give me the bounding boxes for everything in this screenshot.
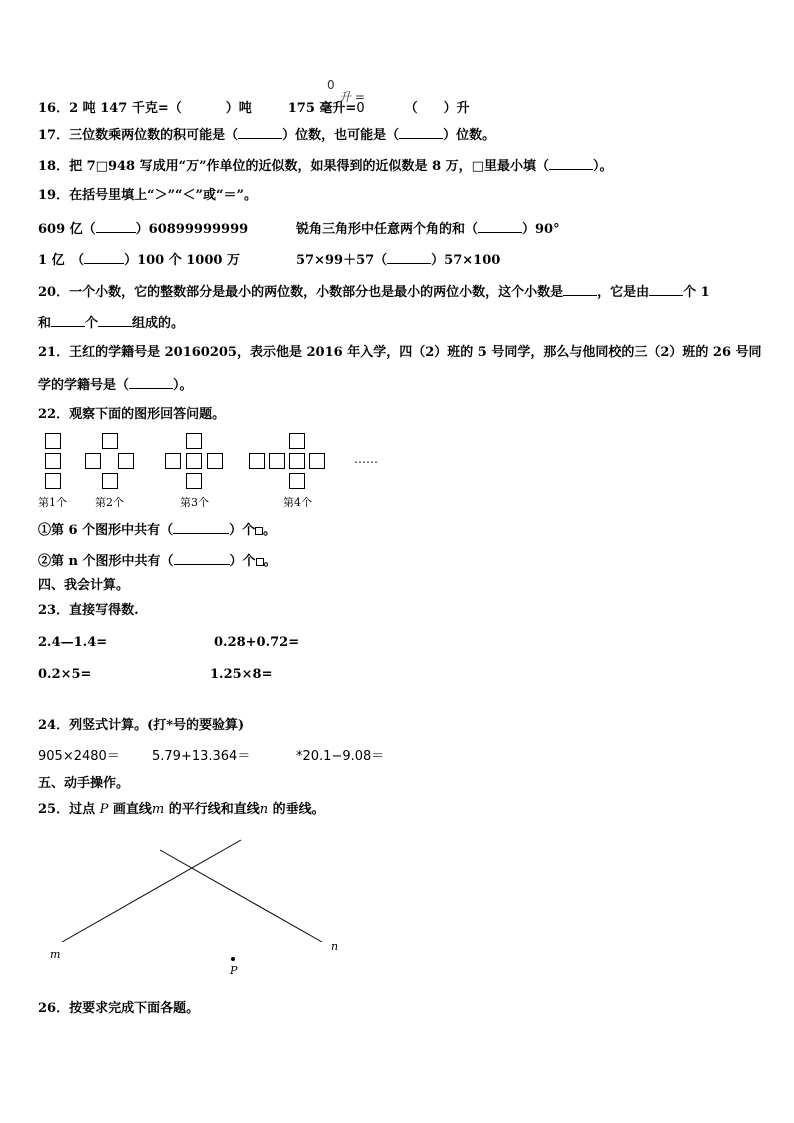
question-17: 17．三位数乘两位数的积可能是（ ）位数，也可能是（ ）位数。 (38, 128, 496, 143)
q19-row1-left: 609 亿（ ）60899999999 (38, 222, 249, 237)
ellipsis: …… (354, 452, 378, 466)
question-23-title: 23．直接写得数. (38, 603, 139, 618)
question-21-line1: 21．王红的学籍号是 20160205，表示他是 2016 年入学，四（2）班的 5 号同学，那么与他同校的三（2）班的 26 号同 (38, 345, 762, 360)
question-20-line2: 和 个 组成的。 (38, 316, 185, 331)
vertical-calc-1: 905×2480＝ (38, 749, 120, 764)
label-n: n (331, 940, 339, 953)
caption-figure-2: 第2个 (95, 496, 124, 509)
question-22-part2: ②第 n 个图形中共有（ ）个 。 (38, 554, 277, 569)
question-21-line2: 学的学籍号是（ ）。 (38, 378, 193, 393)
question-16: 16．2 吨 147 千克=（ ）吨 175 毫升=0 （ ）升 (38, 101, 470, 116)
line-n[interactable] (160, 850, 322, 942)
question-18: 18．把 7□948 写成用“万”作单位的近似数，如果得到的近似数是 8 万，□里最小填（ ）。 (38, 159, 613, 174)
calc-1: 2.4—1.4= (38, 635, 108, 650)
fraction-top: 0 (327, 78, 335, 92)
question-20-line1: 20．一个小数，它的整数部分是最小的两位数，小数部分也是最小的两位小数，这个小数是 ，它是由 个 1 (38, 285, 710, 300)
q19-row1-right: 锐角三角形中任意两个角的和（ ）90° (296, 222, 560, 237)
label-p: P (230, 964, 238, 977)
q19-row2-left: 1 亿 （ ）100 个 1000 万 (38, 253, 240, 268)
vertical-calc-3: *20.1−9.08＝ (296, 749, 385, 764)
question-19-title: 19．在括号里填上“＞”“＜”或“＝”。 (38, 188, 257, 203)
fraction-label: 升 = (339, 90, 365, 104)
calc-2: 0.28+0.72= (214, 635, 300, 650)
point-p[interactable] (231, 957, 235, 961)
line-m[interactable] (62, 840, 241, 942)
caption-figure-1: 第1个 (38, 496, 67, 509)
calc-4: 1.25×8= (210, 667, 273, 682)
fraction-bottom: 0 (356, 101, 365, 116)
caption-figure-4: 第4个 (283, 496, 312, 509)
section-5-heading: 五、动手操作。 (38, 776, 130, 791)
q19-row2-right: 57×99＋57（ ）57×100 (296, 253, 501, 268)
question-26: 26．按要求完成下面各题。 (38, 1001, 200, 1016)
caption-figure-3: 第3个 (180, 496, 209, 509)
question-25: 25．过点 P 画直线m 的平行线和直线n 的垂线。 (38, 802, 325, 817)
question-24-title: 24．列竖式计算。(打*号的要验算) (38, 718, 245, 733)
vertical-calc-2: 5.79+13.364＝ (152, 749, 251, 764)
section-4-heading: 四、我会计算。 (38, 578, 130, 593)
label-m: m (50, 948, 61, 961)
question-22-part1: ①第 6 个图形中共有（ ）个 。 (38, 523, 277, 538)
question-22-title: 22．观察下面的图形回答问题。 (38, 407, 226, 422)
calc-3: 0.2×5= (38, 667, 92, 682)
